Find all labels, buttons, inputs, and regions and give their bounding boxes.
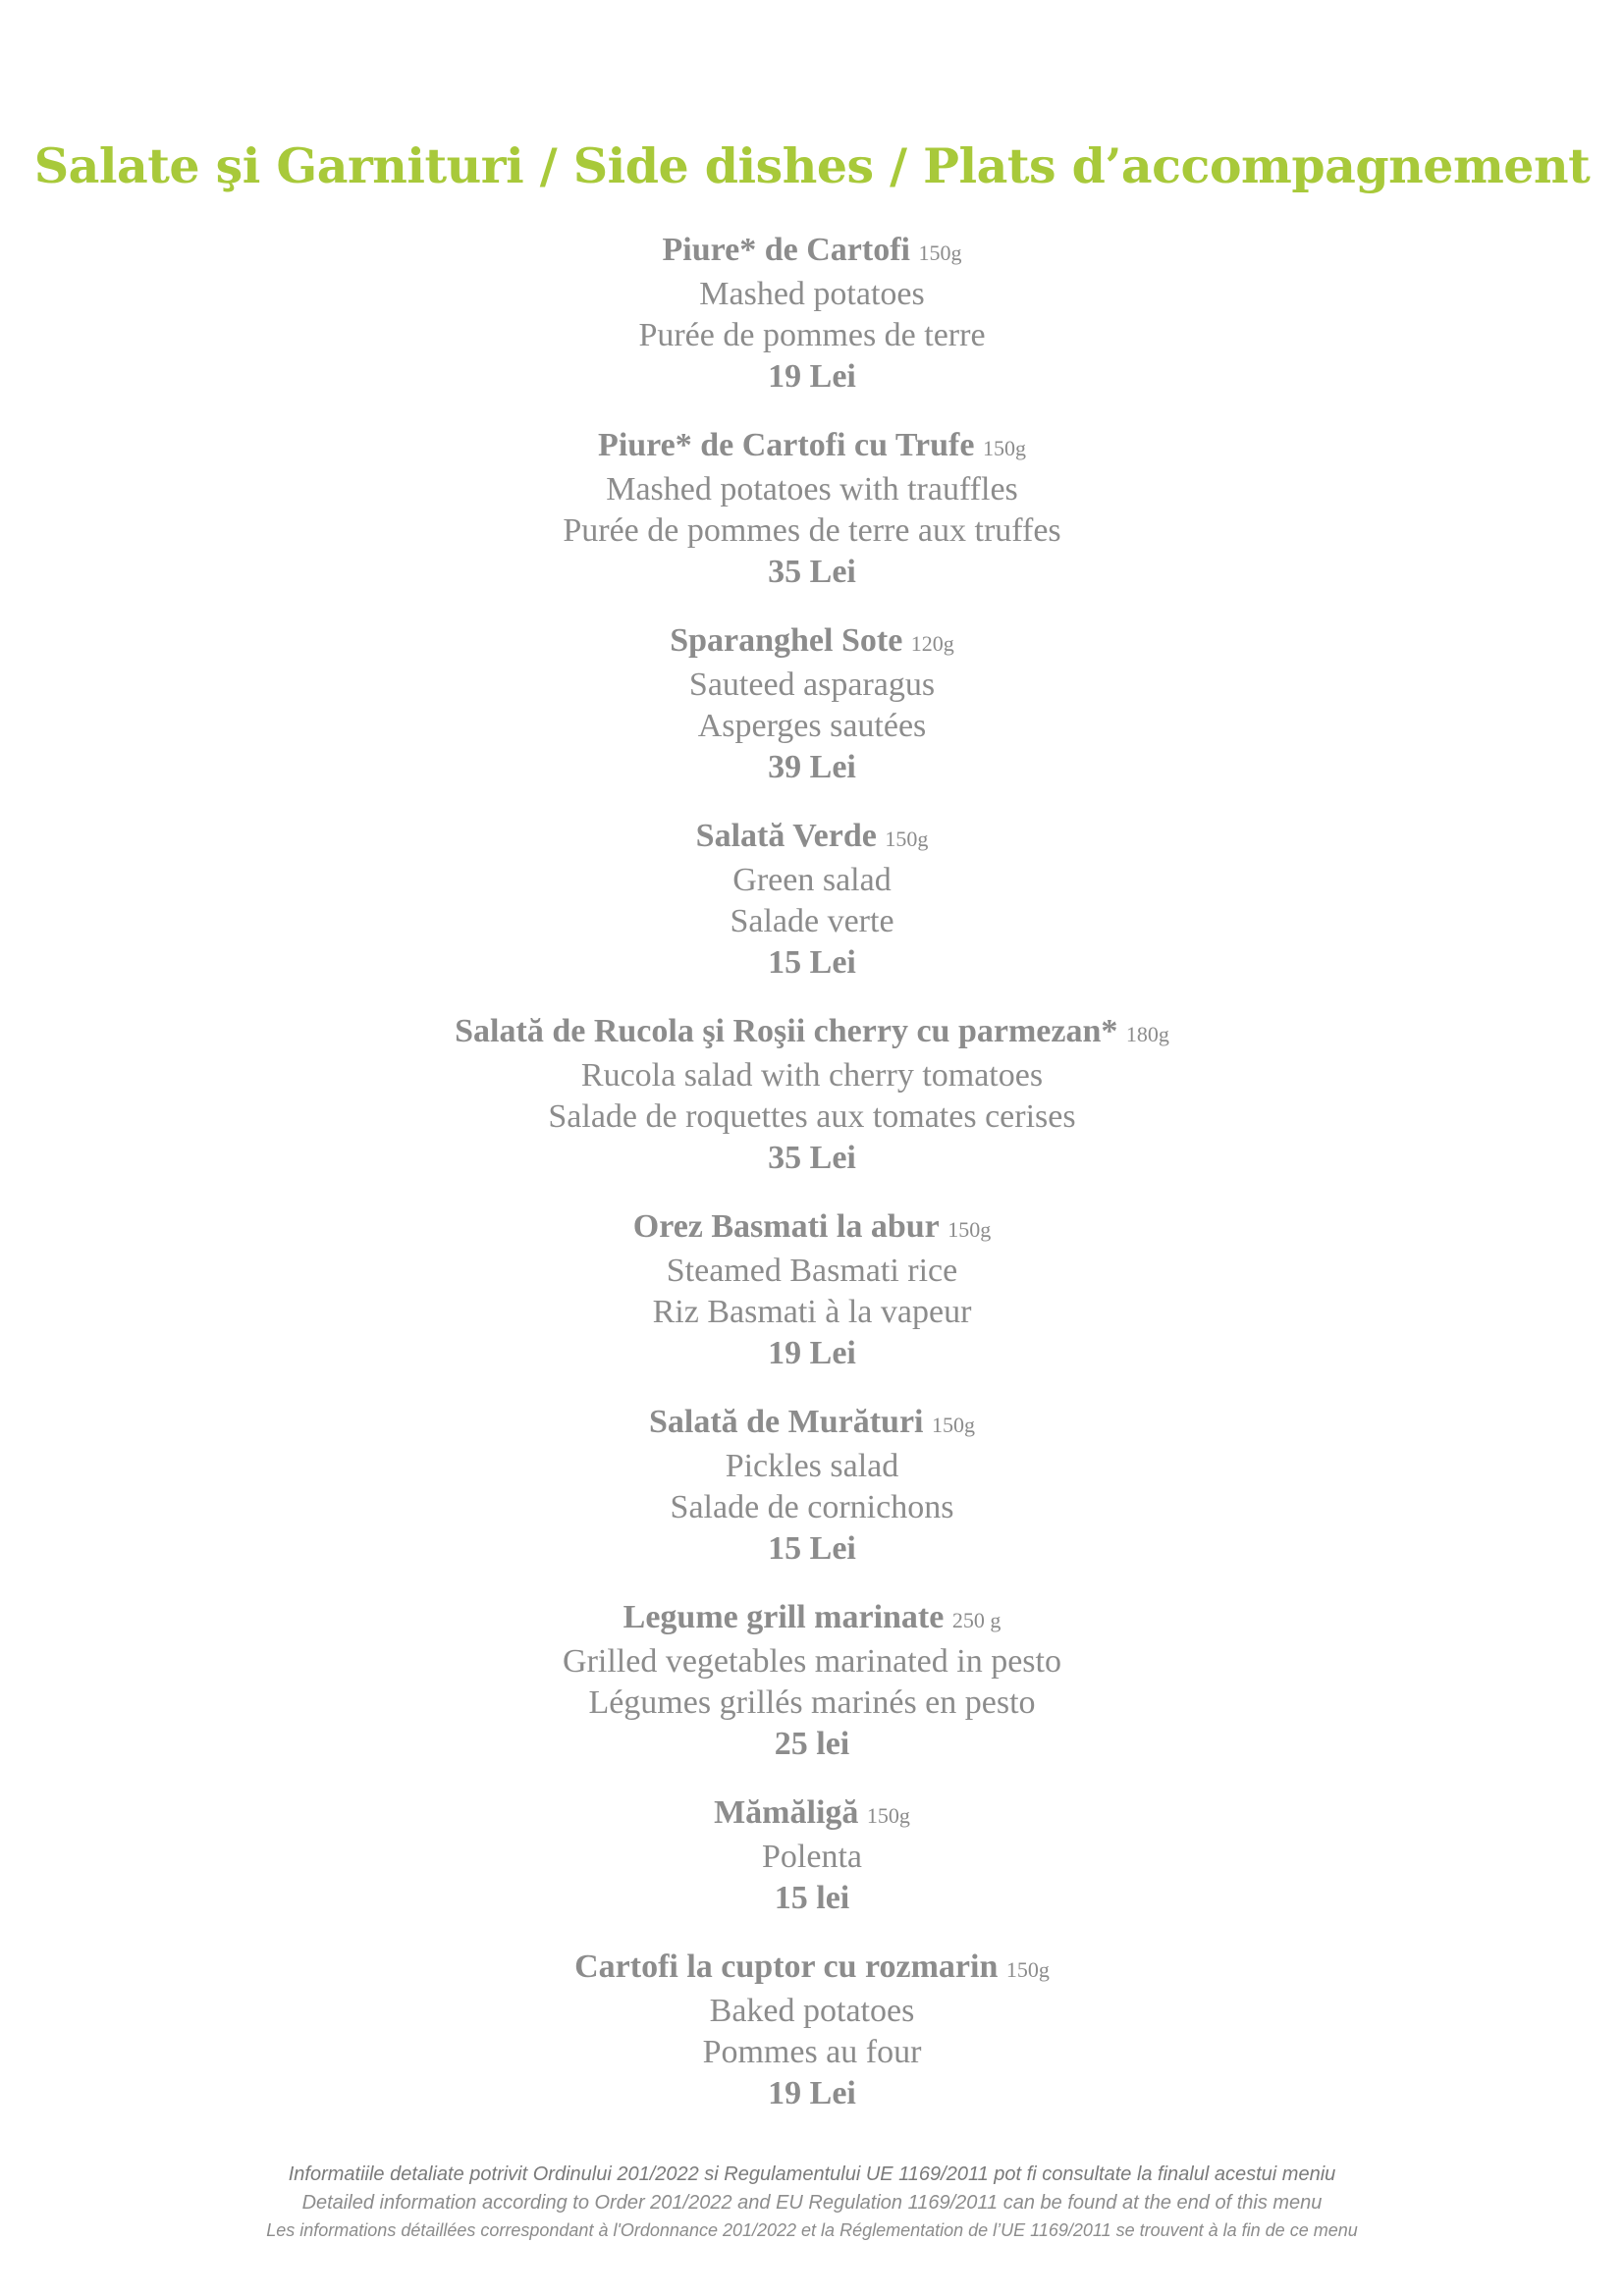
item-price: 15 Lei [768,944,856,981]
item-name-fr: Pommes au four [702,2034,922,2070]
item-name: Legume grill marinate [623,1599,945,1635]
item-price: 39 Lei [768,749,856,785]
item-name: Cartofi la cuptor cu rozmarin [574,1949,999,1985]
item-name: Sparanghel Sote [670,622,903,659]
item-name-en: Pickles salad [725,1448,899,1484]
item-name-en: Green salad [732,862,892,898]
menu-item [0,425,1624,620]
item-name-fr: Salade de roquettes aux tomates cerises [548,1098,1076,1135]
page-title: Salate şi Garnituri / Side dishes / Plats d’accompagnement [33,137,1591,194]
menu-item [0,1792,1624,1947]
item-price: 19 Lei [768,2075,856,2111]
item-weight: 150g [932,1413,976,1437]
menu-item [0,1597,1624,1792]
item-weight: 250 g [951,1608,1001,1632]
item-price: 25 lei [774,1726,850,1762]
menu-item [0,230,1624,425]
item-name: Salată de Murături [648,1404,924,1440]
menu-items-list [0,230,1624,2142]
item-name-en: Mashed potatoes with trauffles [606,471,1018,507]
item-name: Salată Verde [695,818,877,854]
item-price: 15 lei [774,1880,850,1916]
item-name: Salată de Rucola şi Roşii cherry cu parmezan* [455,1013,1118,1049]
item-price: 35 Lei [768,1140,856,1176]
item-name-en: Sauteed asparagus [688,667,936,703]
item-name: Orez Basmati la abur [632,1208,940,1245]
item-weight: 150g [1005,1957,1050,1982]
item-name: Mămăligă [714,1794,859,1831]
item-name-fr: Salade de cornichons [670,1489,954,1525]
item-name-fr: Salade verte [730,903,894,939]
menu-item [0,816,1624,1011]
item-weight: 150g [885,827,929,851]
item-name-en: Steamed Basmati rice [666,1253,958,1289]
menu-item [0,1402,1624,1597]
regulation-note-en: Detailed information according to Order 201/2022 and EU Regulation 1169/2011 can be found at the end of this menu [301,2192,1323,2214]
item-price: 15 Lei [768,1530,856,1567]
menu-item [0,1206,1624,1402]
item-weight: 150g [918,240,962,265]
item-weight: 120g [910,631,954,656]
item-name-en: Grilled vegetables marinated in pesto [563,1643,1061,1680]
item-name-fr: Purée de pommes de terre [638,317,986,353]
item-name-fr: Purée de pommes de terre aux truffes [563,512,1061,549]
regulation-note-ro: Informatiile detaliate potrivit Ordinului 201/2022 si Regulamentului UE 1169/2011 pot fi consultate la finalul acestui meniu [288,2163,1336,2185]
item-name-en: Rucola salad with cherry tomatoes [580,1057,1044,1094]
regulation-note-fr: Les informations détaillées correspondant à l'Ordonnance 201/2022 et la Réglementation de l’UE 1169/2011 se trouvent à la fin de ce menu [266,2220,1358,2240]
item-weight: 150g [947,1217,992,1242]
menu-item [0,1011,1624,1206]
item-price: 19 Lei [768,358,856,395]
item-price: 35 Lei [768,554,856,590]
menu-item [0,1947,1624,2142]
item-weight: 180g [1125,1022,1169,1046]
item-name-fr: Asperges sautées [697,708,927,744]
item-weight: 150g [982,436,1026,460]
item-name-en: Mashed potatoes [699,276,925,312]
regulation-note [0,2160,1624,2243]
item-name-fr: Riz Basmati à la vapeur [652,1294,972,1330]
item-name-fr: Légumes grillés marinés en pesto [588,1684,1036,1721]
item-name-en: Polenta [762,1839,862,1875]
item-name: Piure* de Cartofi [662,232,910,268]
item-weight: 150g [866,1803,910,1828]
item-name-en: Baked potatoes [709,1993,915,2029]
menu-item [0,620,1624,816]
item-name: Piure* de Cartofi cu Trufe [598,427,975,463]
item-price: 19 Lei [768,1335,856,1371]
